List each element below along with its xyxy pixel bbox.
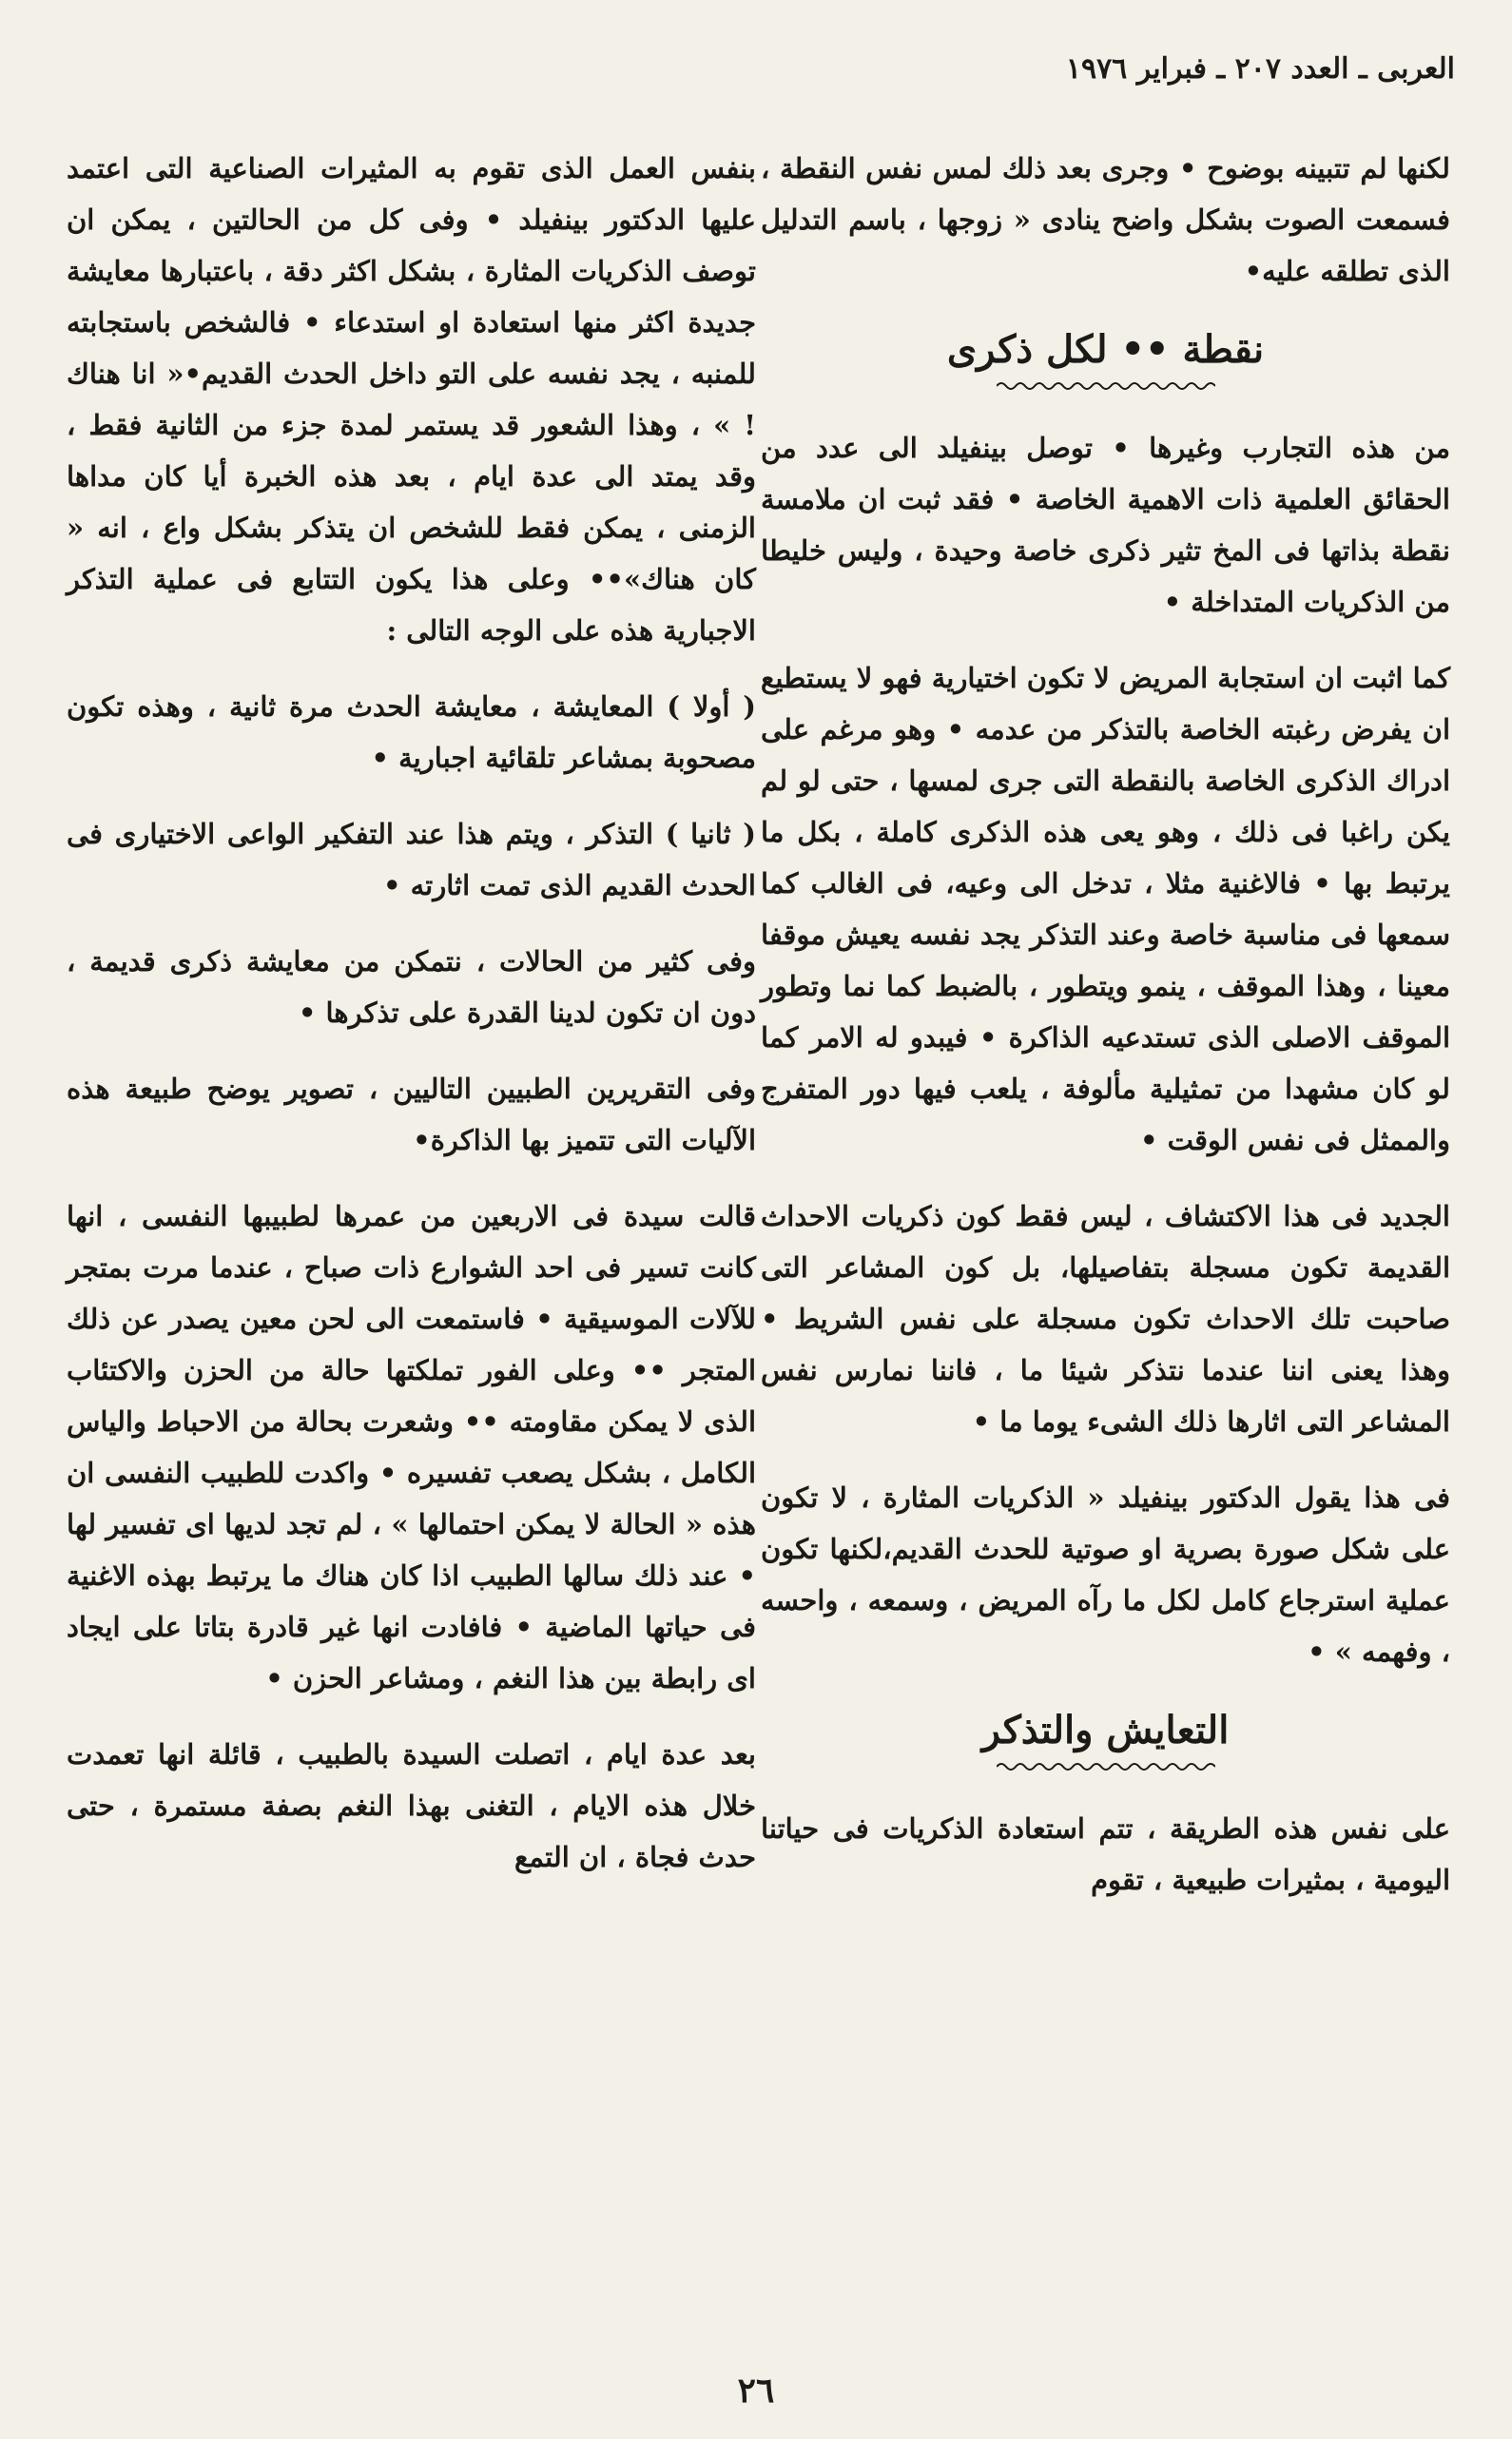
page-number: ٢٦ xyxy=(737,2371,775,2410)
section-heading: التعايش والتذكر xyxy=(981,1708,1230,1752)
right-column xyxy=(761,143,1450,1930)
paragraph: من هذه التجارب وغيرها • توصل بينفيلد الى عدد من الحقائق العلمية ذات الاهمية الخاصة • فقد ثبت ان ملامسة نقطة بذاتها فى المخ تثير ذكرى خاصة وحيدة ، وليس خليطا من الذكريات المتداخلة • xyxy=(761,432,1450,618)
paragraph: بنفس العمل الذى تقوم به المثيرات الصناعية التى اعتمد عليها الدكتور بينفيلد • وفى كل من الحالتين ، يمكن ان توصف الذكريات المثارة ، بشكل اكثر دقة ، باعتبارها معايشة جديدة اكثر منها استعادة او استدعاء • فالشخص باستجابته للمنبه ، يجد نفسه على التو داخل الحدث القديم•« انا هناك ! » ، وهذا الشعور قد يستمر لمدة جزء من الثانية فقط ، وقد يمتد الى عدة ايام ، بعد هذه الخبرة أيا كان مداها الزمنى ، يمكن فقط للشخص ان يتذكر بشكل واع ، انه « كان هناك»•• وعلى هذا يكون التتابع فى عملية التذكر الاجبارية هذه على الوجه التالى : xyxy=(67,152,756,647)
wavy-rule xyxy=(997,378,1215,394)
paragraph: ( ثانيا ) التذكر ، ويتم هذا عند التفكير الواعى الاختيارى فى الحدث القديم الذى تمت اثارته • xyxy=(67,818,756,901)
page-header xyxy=(67,49,1455,87)
left-column xyxy=(67,143,756,1907)
paragraph: الجديد فى هذا الاكتشاف ، ليس فقط كون ذكريات الاحداث القديمة تكون مسجلة بتفاصيلها، بل كون المشاعر التى صاحبت تلك الاحداث تكون مسجلة على نفس الشريط • وهذا يعنى اننا عندما نتذكر شيئا ما ، فاننا نمارس نفس المشاعر التى اثارها ذلك الشىء يوما ما • xyxy=(761,1200,1450,1438)
section-heading: نقطة •• لكل ذكرى xyxy=(946,327,1265,372)
paragraph: بعد عدة ايام ، اتصلت السيدة بالطبيب ، قائلة انها تعمدت خلال هذه الايام ، التغنى بهذا النغم بصفة مستمرة ، حتى حدث فجاة ، ان التمع xyxy=(67,1738,756,1873)
paragraph: لكنها لم تتبينه بوضوح • وجرى بعد ذلك لمس نفس النقطة ، فسمعت الصوت بشكل واضح ينادى « زوجها ، باسم التدليل الذى تطلقه عليه• xyxy=(761,152,1450,287)
paragraph: فى هذا يقول الدكتور بينفيلد « الذكريات المثارة ، لا تكون على شكل صورة بصرية او صوتية للحدث القديم،لكنها تكون عملية استرجاع كامل لكل ما رآه المريض ، وسمعه ، واحسه ، وفهمه » • xyxy=(761,1481,1450,1668)
running-head: العربى ـ العدد ٢٠٧ ـ فبراير ١٩٧٦ xyxy=(1065,51,1455,86)
paragraph: وفى التقريرين الطبيين التاليين ، تصوير يوضح طبيعة هذه الآليات التى تتميز بها الذاكرة• xyxy=(67,1073,756,1156)
paragraph: على نفس هذه الطريقة ، تتم استعادة الذكريات فى حياتنا اليومية ، بمثيرات طبيعية ، تقوم xyxy=(761,1812,1450,1896)
paragraph: كما اثبت ان استجابة المريض لا تكون اختيارية فهو لا يستطيع ان يفرض رغبته الخاصة بالتذكر من عدمه • وهو مرغم على ادراك الذكرى الخاصة بالنقطة التى جرى لمسها ، حتى لو لم يكن راغبا فى ذلك ، وهو يعى هذه الذكرى كاملة ، بكل ما يرتبط بها • فالاغنية مثلا ، تدخل الى وعيه، فى الغالب كما سمعها فى مناسبة خاصة وعند التذكر يجد نفسه يعيش موقفا معينا ، وهذا الموقف ، ينمو ويتطور ، بالضبط كما نما وتطور الموقف الاصلى الذى تستدعيه الذاكرة • فيبدو له الامر كما لو كان مشهدا من تمثيلية مألوفة ، يلعب فيها دور المتفرج والممثل فى نفس الوقت • xyxy=(761,662,1450,1156)
paragraph: قالت سيدة فى الاربعين من عمرها لطبيبها النفسى ، انها كانت تسير فى احد الشوارع ذات صباح ، عندما مرت بمتجر للآلات الموسيقية • فاستمعت الى لحن معين يصدر عن ذلك المتجر •• وعلى الفور تملكتها حالة من الحزن والاكتئاب الذى لا يمكن مقاومته •• وشعرت بحالة من الاحباط والياس الكامل ، بشكل يصعب تفسيره • واكدت للطبيب النفسى ان هذه « الحالة لا يمكن احتمالها » ، لم تجد لديها اى تفسير لها • عند ذلك سالها الطبيب اذا كان هناك ما يرتبط بهذه الاغنية فى حياتها الماضية • فافادت انها غير قادرة بتاتا على ايجاد اى رابطة بين هذا النغم ، ومشاعر الحزن • xyxy=(67,1200,756,1694)
paragraph: وفى كثير من الحالات ، نتمكن من معايشة ذكرى قديمة ، دون ان تكون لدينا القدرة على تذكرها • xyxy=(67,945,756,1029)
paragraph: ( أولا ) المعايشة ، معايشة الحدث مرة ثانية ، وهذه تكون مصحوبة بمشاعر تلقائية اجبارية • xyxy=(67,690,756,774)
wavy-rule xyxy=(997,1759,1215,1774)
